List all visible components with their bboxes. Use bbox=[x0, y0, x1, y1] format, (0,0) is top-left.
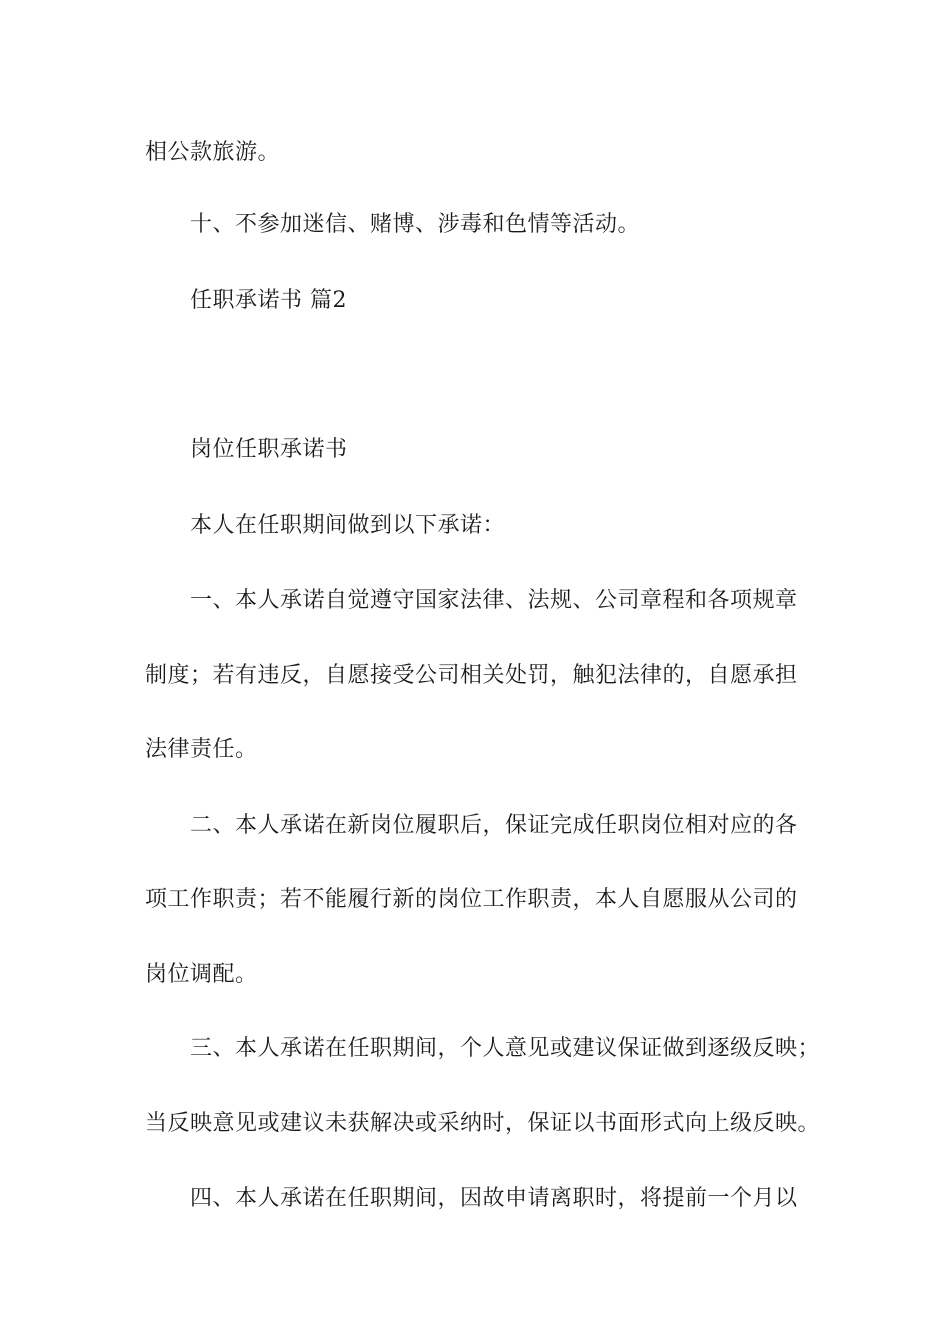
paragraph-line: 十、不参加迷信、赌博、涉毒和色情等活动。 bbox=[190, 212, 641, 237]
section-heading: 任职承诺书 篇2 bbox=[190, 288, 347, 313]
paragraph-line: 四、本人承诺在任职期间，因故申请离职时，将提前一个月以 bbox=[190, 1186, 798, 1211]
paragraph-line: 本人在任职期间做到以下承诺： bbox=[190, 513, 506, 538]
paragraph-line: 制度；若有违反，自愿接受公司相关处罚，触犯法律的，自愿承担 bbox=[145, 663, 798, 688]
paragraph-line: 相公款旅游。 bbox=[145, 140, 281, 165]
document-title: 岗位任职承诺书 bbox=[190, 437, 348, 462]
paragraph-line: 二、本人承诺在新岗位履职后，保证完成任职岗位相对应的各 bbox=[190, 813, 798, 838]
paragraph-line: 法律责任。 bbox=[145, 737, 258, 762]
paragraph-line: 岗位调配。 bbox=[145, 962, 258, 987]
paragraph-line: 一、本人承诺自觉遵守国家法律、法规、公司章程和各项规章 bbox=[190, 588, 798, 613]
paragraph-line: 三、本人承诺在任职期间，个人意见或建议保证做到逐级反映； bbox=[190, 1036, 821, 1061]
paragraph-line: 项工作职责；若不能履行新的岗位工作职责，本人自愿服从公司的 bbox=[145, 887, 798, 912]
paragraph-line: 当反映意见或建议未获解决或采纳时，保证以书面形式向上级反映。 bbox=[145, 1111, 821, 1136]
